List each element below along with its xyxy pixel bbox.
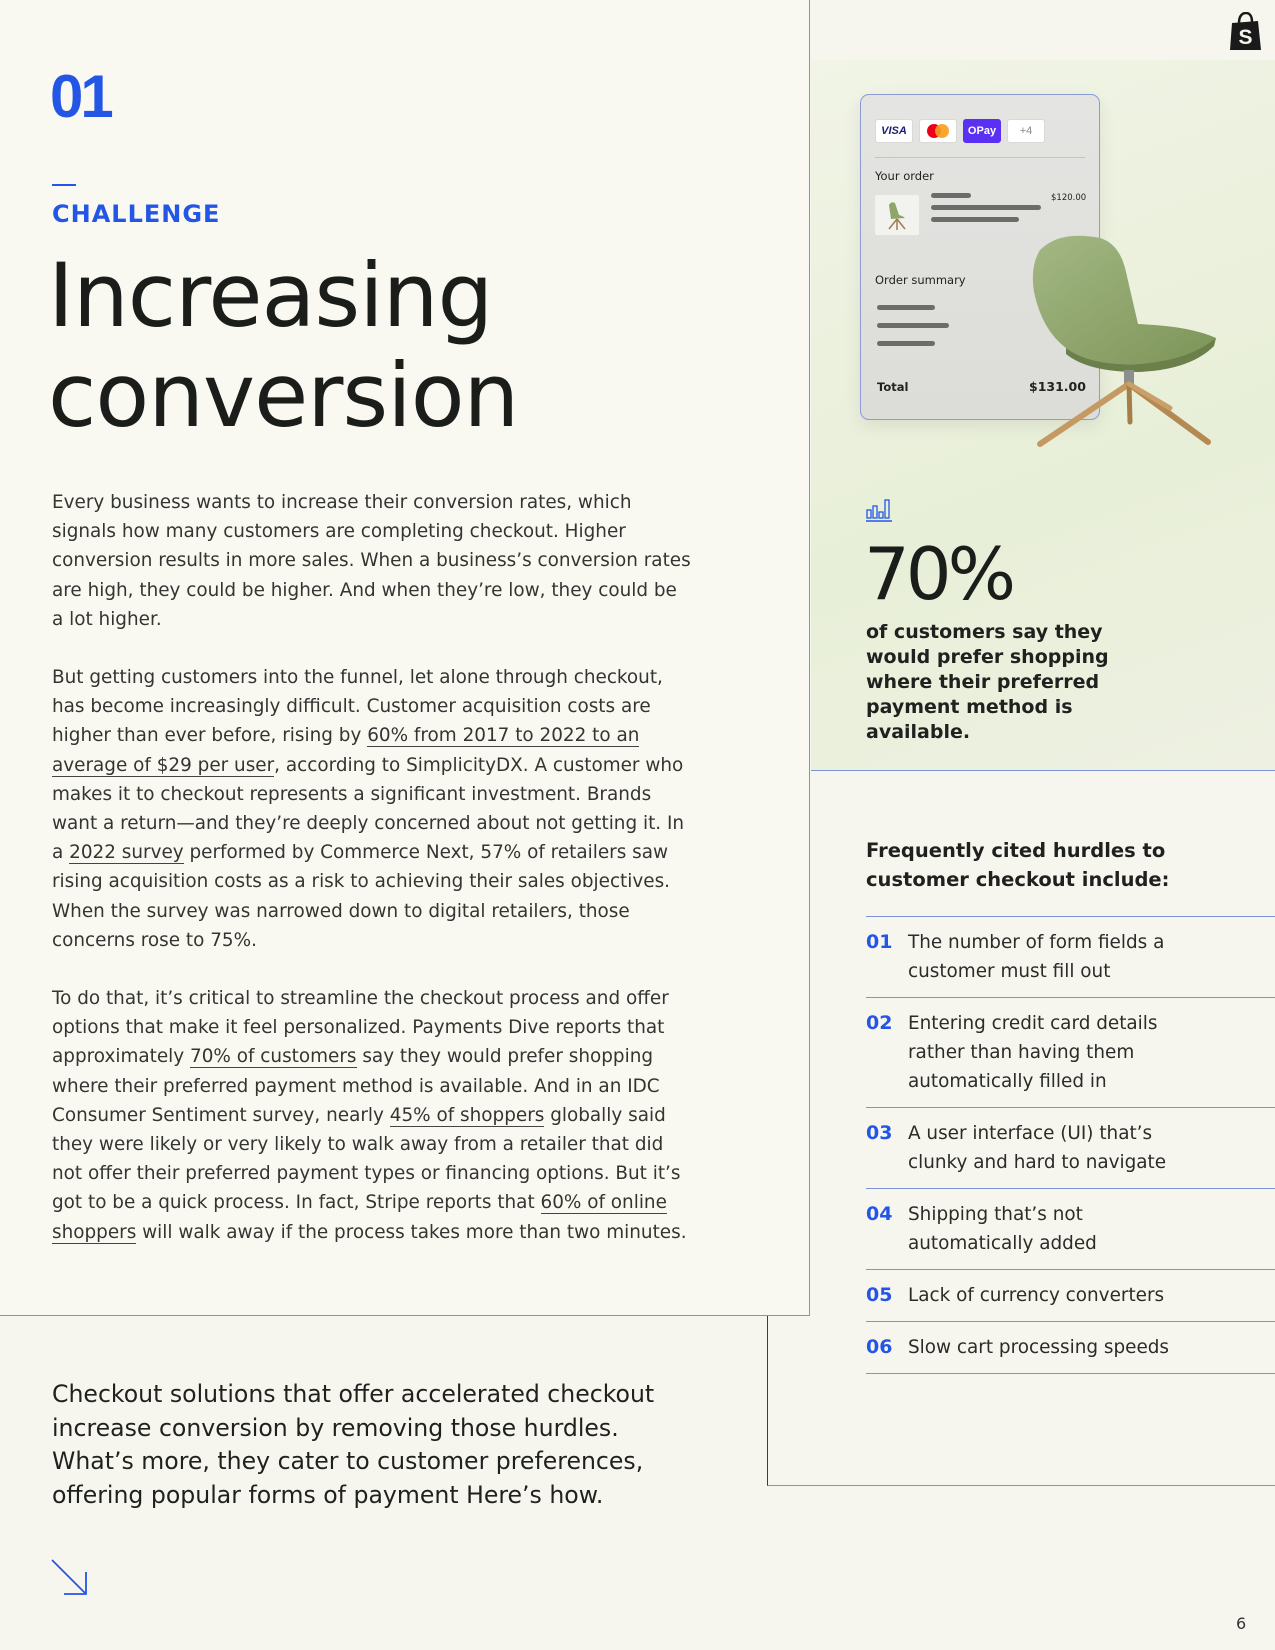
paragraph-1: Every business wants to increase their conversion rates, which signals how many customers are completing checkout. Higher conversion results in more sales. When a business’s conversion rates are high, they could be higher. And when they’re low, they could be a lot higher. bbox=[52, 492, 691, 630]
bar-chart-icon bbox=[866, 496, 892, 522]
shopify-bag-icon bbox=[1228, 12, 1264, 52]
text-run: To do that, it’s critical to streamline the checkout process and offer options that make it feel personalized. Payments Dive reports that approximately bbox=[52, 988, 669, 1068]
mastercard-icon bbox=[919, 119, 957, 143]
eyebrow-label: CHALLENGE bbox=[52, 200, 221, 228]
arrow-down-right-icon[interactable] bbox=[50, 1558, 90, 1598]
section-number: 01 bbox=[50, 63, 111, 130]
link-2022-survey[interactable]: 2022 survey bbox=[69, 842, 184, 864]
hurdle-text: A user interface (UI) that’s clunky and hard to navigate bbox=[908, 1123, 1167, 1173]
hurdle-text: Slow cart processing speeds bbox=[908, 1337, 1170, 1358]
text-run: will walk away if the process takes more than two minutes. bbox=[136, 1221, 687, 1243]
paragraph-3 bbox=[52, 984, 692, 1247]
stat-value: 70% bbox=[864, 532, 1013, 616]
title-line-1: Increasing bbox=[48, 244, 493, 347]
text-run: globally said they were likely or very likely to walk away from a retailer that did not offer their preferred payment types or financing options. But it’s got to be a quick process. In fact, Stripe reports that bbox=[52, 1104, 681, 1214]
link-45-percent-shoppers[interactable]: 45% of shoppers bbox=[389, 1104, 545, 1126]
chair-thumbnail-icon bbox=[875, 195, 919, 235]
hurdle-number: 02 bbox=[866, 1012, 893, 1034]
shop-pay-badge bbox=[963, 119, 1001, 143]
list-item bbox=[866, 1188, 1275, 1269]
body-copy bbox=[52, 488, 692, 1276]
placeholder-bar bbox=[877, 305, 935, 310]
total-label: Total bbox=[877, 380, 909, 394]
list-item bbox=[866, 916, 1275, 997]
order-summary-label: Order summary bbox=[875, 273, 966, 287]
stat-panel-divider bbox=[811, 770, 1275, 771]
text-run: But getting customers into the funnel, let alone through checkout, has become increasingly difficult. Customer acquisition costs are higher than ever before, rising by bbox=[52, 667, 663, 747]
link-acquisition-cost[interactable]: 60% from 2017 to 2022 to an average of $29 per user bbox=[52, 725, 640, 776]
paragraph-2 bbox=[52, 663, 692, 955]
hurdle-list bbox=[866, 916, 1275, 1374]
hurdles-title: Frequently cited hurdles to customer checkout include: bbox=[866, 839, 1170, 891]
list-item bbox=[866, 1269, 1275, 1321]
more-methods-badge: +4 bbox=[1007, 119, 1045, 143]
svg-text:S: S bbox=[1238, 26, 1253, 49]
list-item bbox=[866, 997, 1275, 1107]
page-title bbox=[48, 246, 768, 446]
hurdle-number: 06 bbox=[866, 1336, 893, 1358]
hurdle-text: The number of form fields a customer must fill out bbox=[908, 932, 1165, 982]
placeholder-bar bbox=[877, 341, 935, 346]
hurdle-text: Shipping that’s not automatically added bbox=[908, 1204, 1097, 1254]
hurdle-number: 03 bbox=[866, 1122, 893, 1144]
hurdle-text: Entering credit card details rather than having them automatically filled in bbox=[908, 1013, 1158, 1092]
shop-pay-icon: O bbox=[967, 125, 977, 137]
list-item bbox=[866, 1107, 1275, 1188]
title-line-2: conversion bbox=[48, 344, 519, 447]
hurdle-number: 01 bbox=[866, 931, 893, 953]
visa-badge: VISA bbox=[875, 119, 913, 143]
link-60-percent-online-shoppers[interactable]: 60% of online shoppers bbox=[52, 1192, 667, 1243]
item-price: $120.00 bbox=[1051, 193, 1087, 203]
text-run: , according to SimplicityDX. A customer who makes it to checkout represents a significant investment. Brands want a return—and they’re deeply concerned about not getting it. In a bbox=[52, 754, 685, 864]
link-70-percent-customers[interactable]: 70% of customers bbox=[190, 1046, 357, 1068]
placeholder-bar bbox=[931, 205, 1041, 210]
closing-statement: Checkout solutions that offer accelerated checkout increase conversion by removing those hurdles. What’s more, they cater to customer preferences, offering popular forms of payment Here’s how. bbox=[52, 1380, 655, 1509]
your-order-label: Your order bbox=[875, 169, 934, 183]
hurdle-text: Lack of currency converters bbox=[908, 1285, 1165, 1306]
eyebrow-dash bbox=[52, 184, 76, 186]
stat-description: of customers say they would prefer shopping where their preferred payment method is available. bbox=[866, 621, 1109, 743]
chair-illustration-icon bbox=[1020, 232, 1240, 468]
text-run: say they would prefer shopping where their preferred payment method is available. And in an IDC Consumer Sentiment survey, nearly bbox=[52, 1046, 660, 1126]
card-divider bbox=[875, 157, 1085, 158]
placeholder-bar bbox=[877, 323, 949, 328]
text-run: performed by Commerce Next, 57% of retailers saw rising acquisition costs as a risk to achieving their sales objectives. When the survey was narrowed down to digital retailers, those concerns rose to 75%. bbox=[52, 842, 671, 951]
placeholder-bar bbox=[931, 217, 1019, 222]
hurdle-number: 05 bbox=[866, 1284, 893, 1306]
hurdle-number: 04 bbox=[866, 1203, 893, 1225]
placeholder-bar bbox=[931, 193, 971, 198]
total-value: $131.00 bbox=[1029, 379, 1086, 394]
shop-pay-label: Pay bbox=[976, 125, 997, 137]
page-number: 6 bbox=[1236, 1614, 1247, 1633]
list-item bbox=[866, 1321, 1275, 1374]
